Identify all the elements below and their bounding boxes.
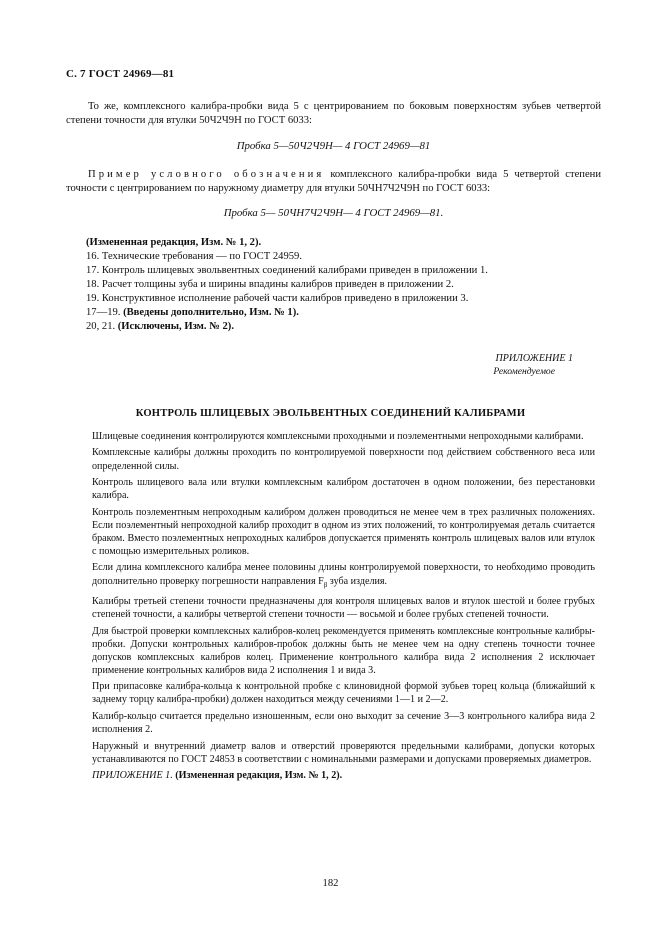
body-paragraph: При припасовке калибра-кольца к контрольной пробке с клиновидной формой зубьев торец кольца (ближайший к заднему торцу калибра-пробки) должен находиться между сечениями 1—1 и 2—2. <box>92 681 595 706</box>
intro-paragraph-2 <box>66 168 601 196</box>
body-paragraph: Калибр-кольцо считается предельно изношенным, если оно выходит за сечение 3—3 контрольного калибра вида 2 исполнения 2. <box>92 710 595 736</box>
formula-2: Пробка 5— 50ЧН7Ч2Ч9Н— 4 ГОСТ 24969—81. <box>223 207 444 219</box>
page-number: 182 <box>322 878 339 889</box>
body-paragraph: Наружный и внутренний диаметр валов и отверстий проверяются предельными калибрами, допуски которых устанавливаются по ГОСТ 24853 в соответствии с номинальными размерами и допусками проверяемых диаметров. <box>92 740 595 765</box>
body-paragraph: Контроль шлицевого вала или втулки комплексным калибром достаточен в одном положении, без перестановки калибра. <box>92 477 595 502</box>
example-rest: комплексного калибра-пробки вида 5 четвертой степени точности с центрированием по наружному диаметру для втулки 50ЧН7Ч2Ч9Н по ГОСТ 6033: <box>66 169 601 194</box>
edit-note: (Измененная редакция, Изм. № 1, 2). <box>86 237 262 248</box>
body-paragraph: Шлицевые соединения контролируются комплексными проходными и поэлементными непроходными калибрами. <box>92 431 584 442</box>
paragraph-text: Если длина комплексного калибра менее половины длины контролируемой поверхности, то необходимо проводить дополнительно проверку погрешности направления F <box>92 562 595 587</box>
body-paragraph: Калибры третьей степени точности предназначены для контроля шлицевых валов и втулок шестой и более грубых степеней точности, а калибры четвертой степени точности — восьмой и более грубых степеней точности. <box>92 596 595 621</box>
subscript-beta: β <box>323 580 328 589</box>
footer-italic: ПРИЛОЖЕНИЕ 1. <box>92 770 173 782</box>
list-item <box>86 306 488 320</box>
item-note: (Введены дополнительно, Изм. № 1). <box>123 307 299 318</box>
appendix-label-block <box>493 352 573 378</box>
body-paragraph: Для быстрой проверки комплексных калибров-колец рекомендуется применять комплексные контрольные калибры-пробки. Допуски контрольных калибров-пробок должны быть не менее чем на одну степень точности точнее допусков комплексных калибров колец. Применение контрольного калибра вида 2 исполнения 2 исключает применение контрольных калибров вида 2 исполнения 1 и вида 3. <box>92 625 595 676</box>
appendix-body <box>92 430 595 786</box>
body-paragraph: Контроль поэлементным непроходным калибром должен проводиться не менее чем в трех различных положениях. Если поэлементный непроходной калибр проходит в одном из этих положений, то контролируемая деталь считается браком. Вместо поэлементных непроходных калибров допускается применять контроль шлицевых валов или втулок с помощью измерительных роликов. <box>92 506 595 557</box>
appendix-footer-note <box>92 769 595 782</box>
item-note: (Исключены, Изм. № 2). <box>117 321 234 332</box>
item-prefix: 17—19. <box>86 307 124 318</box>
item-prefix: 20, 21. <box>86 321 118 332</box>
list-item: 17. Контроль шлицевых эвольвентных соединений калибрами приведен в приложении 1. <box>86 265 488 276</box>
appendix-status: Рекомендуемое <box>493 366 555 377</box>
body-paragraph <box>92 561 595 591</box>
footer-bold: (Измененная редакция, Изм. № 1, 2). <box>172 770 343 782</box>
list-item: 18. Расчет толщины зуба и ширины впадины калибров приведен в приложении 2. <box>86 279 454 290</box>
list-item <box>86 320 488 334</box>
appendix-title: КОНТРОЛЬ ШЛИЦЕВЫХ ЭВОЛЬВЕНТНЫХ СОЕДИНЕНИЙ КАЛИБРАМИ <box>135 408 526 419</box>
appendix-label: ПРИЛОЖЕНИЕ 1 <box>495 353 573 364</box>
changes-list <box>86 236 488 334</box>
formula-1: Пробка 5—50Ч2Ч9Н— 4 ГОСТ 24969—81 <box>236 140 431 152</box>
intro-paragraph-1: То же, комплексного калибра-пробки вида 5 с центрированием по боковым поверхностям зубьев четвертой степени точности для втулки 50Ч2Ч9Н по ГОСТ 6033: <box>66 101 601 126</box>
body-paragraph: Комплексные калибры должны проходить по контролируемой поверхности под действием собственного веса или определенной силы. <box>92 447 595 472</box>
list-item: 16. Технические требования — по ГОСТ 24959. <box>86 251 303 262</box>
example-lead: Пример условного обозначения <box>88 169 325 180</box>
list-item: 19. Конструктивное исполнение рабочей части калибров приведено в приложении 3. <box>86 293 469 304</box>
paragraph-tail: зуба изделия. <box>327 575 388 587</box>
page-header: С. 7 ГОСТ 24969—81 <box>66 68 175 80</box>
